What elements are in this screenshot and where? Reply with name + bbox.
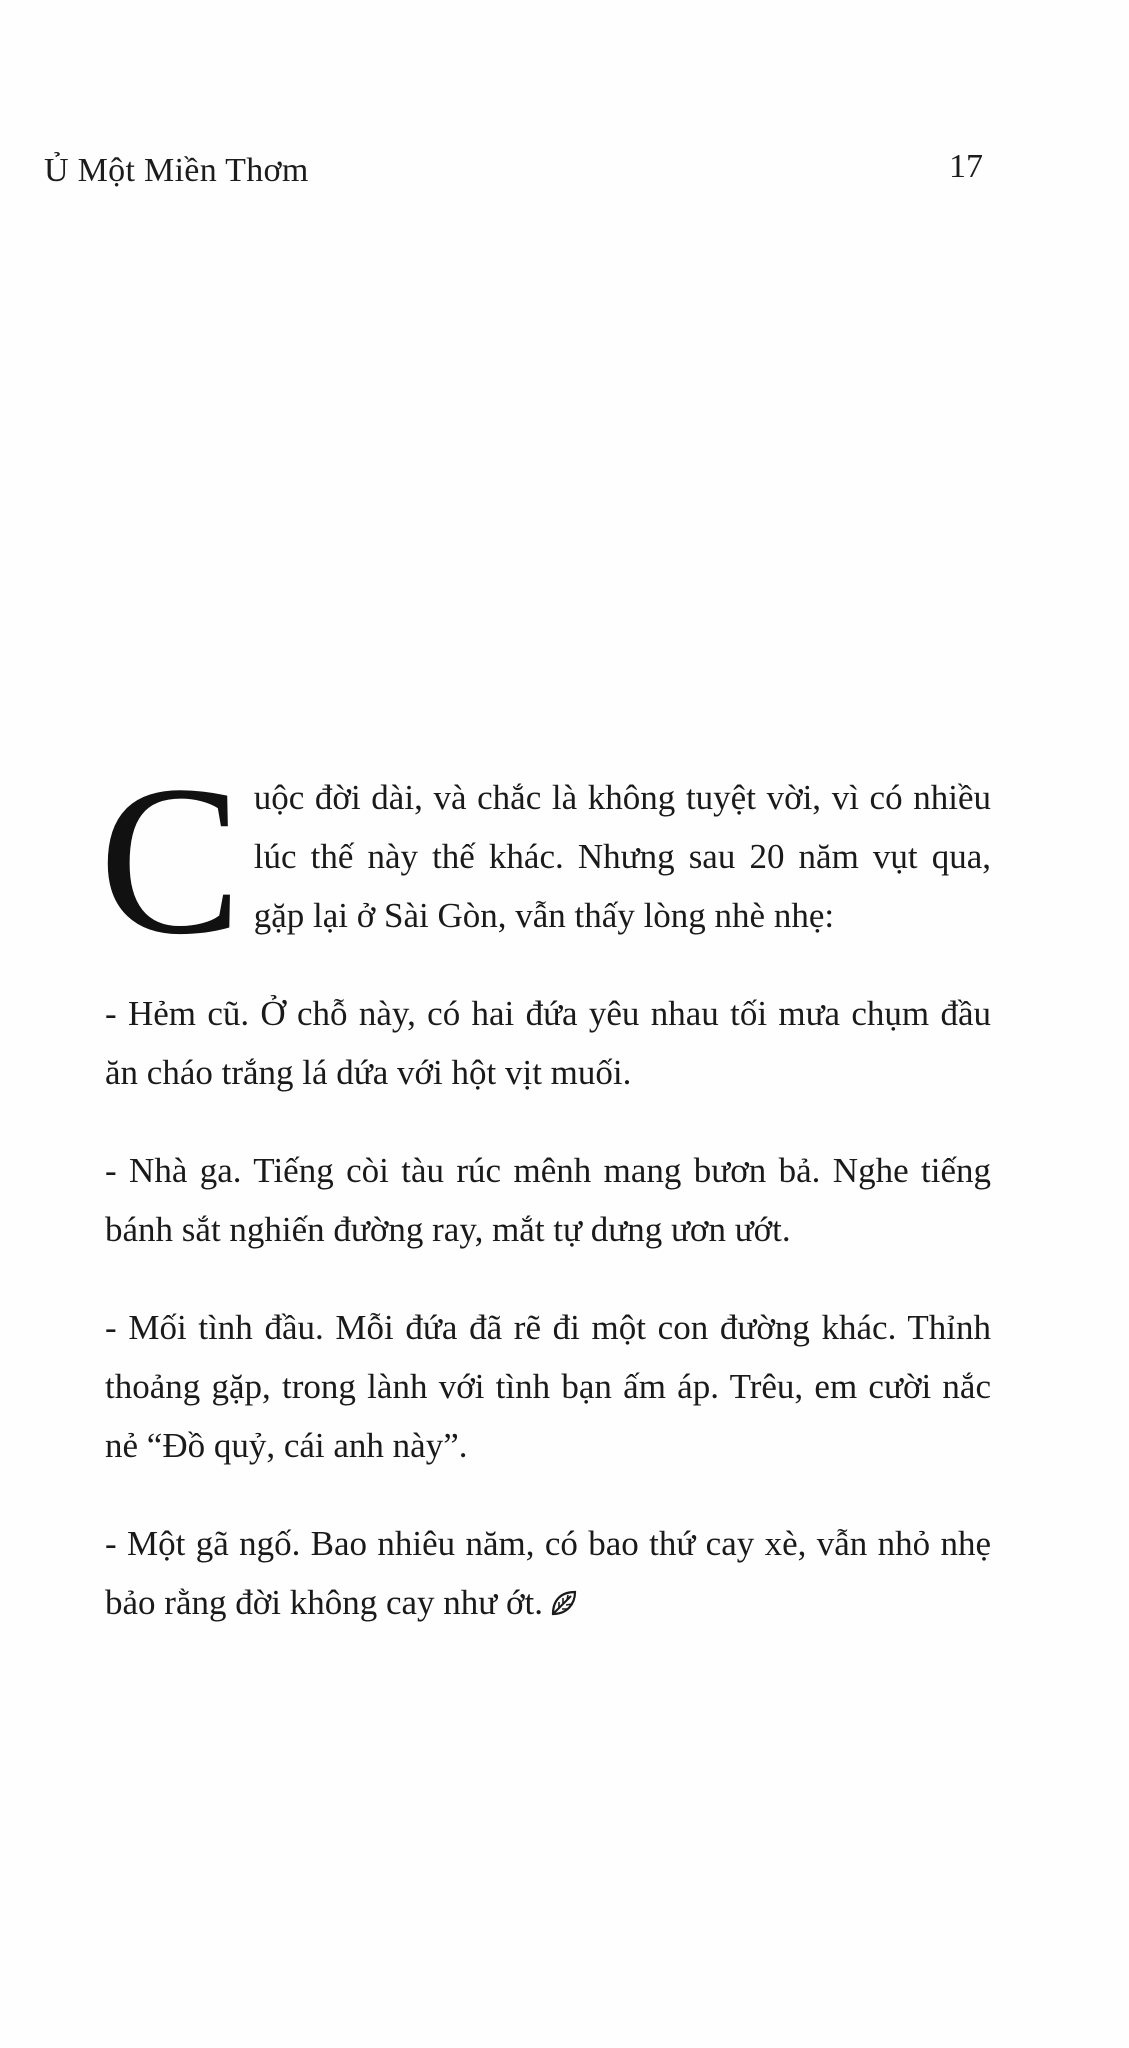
page-number: 17 — [949, 148, 983, 185]
drop-cap: C — [99, 742, 242, 979]
paragraph-list — [105, 984, 991, 1632]
final-paragraph — [105, 1514, 991, 1632]
paragraph: - Nhà ga. Tiếng còi tàu rúc mênh mang bươn bả. Nghe tiếng bánh sắt nghiến đường ray, mắt tự dưng ươn ướt. — [105, 1151, 991, 1249]
opening-paragraph-text: uộc đời dài, và chắc là không tuyệt vời, vì có nhiều lúc thế này thế khác. Nhưng sau 20 năm vụt qua, gặp lại ở Sài Gòn, vẫn thấy lòng nhè nhẹ: — [253, 778, 991, 935]
chapter-body — [99, 742, 991, 1632]
leaf-ornament-icon — [549, 1588, 579, 1618]
running-header-title: Ủ Một Miền Thơm — [44, 152, 309, 189]
opening-paragraph — [99, 742, 991, 979]
final-paragraph-text: - Một gã ngố. Bao nhiêu năm, có bao thứ cay xè, vẫn nhỏ nhẹ bảo rằng đời không cay như ớt. — [105, 1524, 991, 1622]
paragraph: - Mối tình đầu. Mỗi đứa đã rẽ đi một con đường khác. Thỉnh thoảng gặp, trong lành với tình bạn ấm áp. Trêu, em cười nắc nẻ “Đồ quỷ, cái anh này”. — [105, 1308, 991, 1465]
paragraph: - Hẻm cũ. Ở chỗ này, có hai đứa yêu nhau tối mưa chụm đầu ăn cháo trắng lá dứa với hột vịt muối. — [105, 994, 991, 1092]
